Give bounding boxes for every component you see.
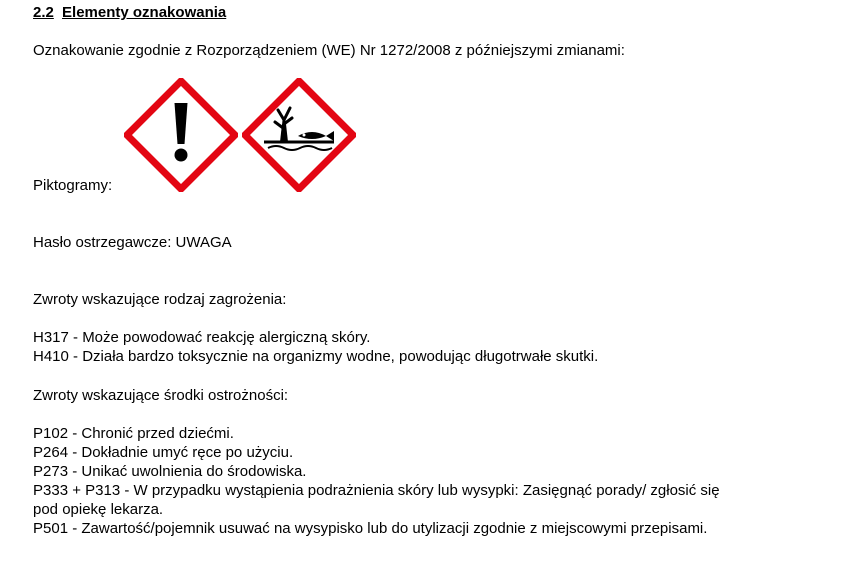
- intro-text: Oznakowanie zgodnie z Rozporządzeniem (WE) Nr 1272/2008 z późniejszymi zmianami:: [33, 42, 625, 59]
- precautionary-statement: P333 + P313 - W przypadku wystąpienia podrażnienia skóry lub wysypki: Zasięgnąć porady/ zgłosić się: [33, 482, 720, 499]
- hazard-statement: H317 - Może powodować reakcję alergiczną skóry.: [33, 329, 371, 346]
- precautionary-statement: P273 - Unikać uwolnienia do środowiska.: [33, 463, 307, 480]
- section-title: Elementy oznakowania: [62, 4, 227, 21]
- hazard-statement: H410 - Działa bardzo toksycznie na organizmy wodne, powodując długotrwałe skutki.: [33, 348, 599, 365]
- hazard-statements-heading: Zwroty wskazujące rodzaj zagrożenia:: [33, 291, 287, 308]
- section-heading: [33, 3, 226, 22]
- precautionary-statement: P264 - Dokładnie umyć ręce po użyciu.: [33, 444, 294, 461]
- precautionary-statement: P501 - Zawartość/pojemnik usuwać na wysypisko lub do utylizacji zgodnie z miejscowymi przepisami.: [33, 520, 708, 537]
- environment-hazard-icon: [242, 78, 356, 192]
- section-number: 2.2: [33, 4, 54, 21]
- precautionary-statement: P102 - Chronić przed dziećmi.: [33, 425, 234, 442]
- pictogram-group: [124, 78, 356, 192]
- pictograms-label: Piktogramy:: [33, 177, 113, 194]
- signal-word: Hasło ostrzegawcze: UWAGA: [33, 234, 232, 251]
- exclamation-mark-icon: [124, 78, 238, 192]
- precautionary-statements-heading: Zwroty wskazujące środki ostrożności:: [33, 387, 289, 404]
- precautionary-statement-continuation: pod opiekę lekarza.: [33, 501, 164, 518]
